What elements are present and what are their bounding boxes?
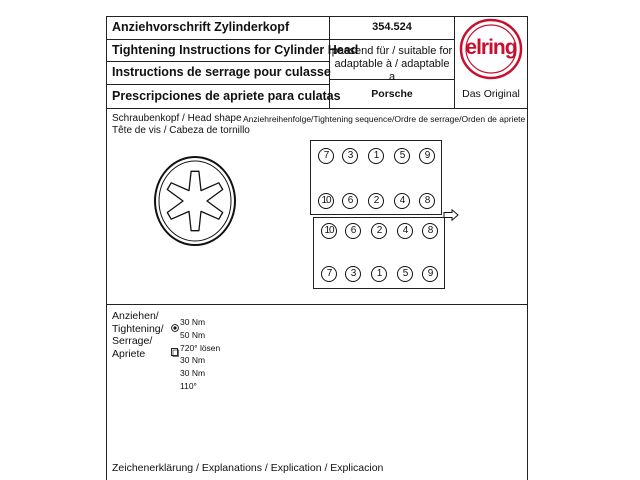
header-mid-line-1 [329, 39, 454, 40]
suitable-for-line-2: adaptable à / adaptable a [334, 58, 450, 83]
elring-logo-text: elring [465, 36, 517, 59]
header-row-line-1 [106, 39, 330, 40]
header-row-line-3 [106, 84, 330, 85]
bolt-number-1: 1 [368, 148, 384, 164]
bolt-number-8: 8 [419, 193, 435, 209]
suitable-for-line-1: passend für / suitable for [331, 45, 453, 57]
tightening-step-5: 30 Nm [180, 368, 206, 379]
bolt-number-3: 3 [342, 148, 358, 164]
tightening-step-4: 30 Nm [180, 355, 206, 366]
bolt-number-3: 3 [345, 266, 361, 282]
bolt-number-5: 5 [394, 148, 410, 164]
arrow-right-outline-icon [443, 208, 459, 220]
frame-top [106, 16, 528, 17]
header-row-line-2 [106, 61, 330, 62]
radio-target-icon [171, 319, 179, 327]
legend-label: Zeichenerklärung / Explanations / Explication / Explicacion [112, 462, 384, 474]
tightening-label-es: Apriete [112, 347, 146, 360]
head-shape-label-line-1: Schraubenkopf / Head shape [112, 113, 242, 124]
bolt-number-4: 4 [394, 193, 410, 209]
title-fr: Instructions de serrage pour culasse [112, 65, 331, 79]
tightening-steps [180, 316, 220, 393]
bolt-number-2: 2 [371, 223, 387, 239]
vehicle-make: Porsche [371, 88, 413, 100]
tightening-step-1: 30 Nm [180, 317, 206, 327]
tightening-label-de: Anziehen/ [112, 310, 159, 322]
tightening-step-6: 110° [180, 380, 197, 391]
bolt-number-9: 9 [419, 148, 435, 164]
tightening-label [112, 310, 164, 360]
square-box-icon [171, 344, 179, 353]
tightening-step-3: 720° lösen [180, 342, 221, 353]
elring-logo [459, 18, 523, 80]
bolt-number-7: 7 [318, 148, 334, 164]
head-shape-label-line-2: Tête de vis / Cabeza de tornillo [112, 125, 250, 136]
tightening-step-2: 50 Nm [180, 329, 206, 340]
title-de: Anziehvorschrift Zylinderkopf [112, 20, 290, 34]
frame-right [527, 16, 528, 480]
bolt-number-10: 10 [318, 193, 334, 209]
bolt-number-5: 5 [397, 266, 413, 282]
title-en: Tightening Instructions for Cylinder Head [112, 43, 359, 57]
section-divider-tightening [106, 304, 528, 305]
bolt-number-7: 7 [321, 266, 337, 282]
bolt-number-10: 10 [321, 223, 337, 239]
tightening-label-en: Tightening/ [112, 322, 164, 335]
title-es: Prescripciones de apriete para culatas [112, 89, 341, 103]
bolt-number-9: 9 [422, 266, 438, 282]
torx-bolt-head-icon [152, 153, 238, 249]
part-number: 354.524 [372, 21, 412, 33]
tightening-label-fr: Serrage/ [112, 335, 153, 347]
sequence-box-lower [313, 217, 445, 289]
frame-left [106, 16, 107, 480]
brand-slogan: Das Original [462, 88, 520, 100]
bolt-number-1: 1 [371, 266, 387, 282]
header-bottom [106, 108, 528, 109]
bolt-number-6: 6 [342, 193, 358, 209]
bolt-number-6: 6 [345, 223, 361, 239]
bolt-number-4: 4 [397, 223, 413, 239]
bolt-number-8: 8 [422, 223, 438, 239]
sequence-box-upper [310, 140, 442, 215]
bolt-number-2: 2 [368, 193, 384, 209]
sequence-label: Anziehreihenfolge/Tightening sequence/Ordre de serrage/Orden de apriete [243, 114, 526, 124]
